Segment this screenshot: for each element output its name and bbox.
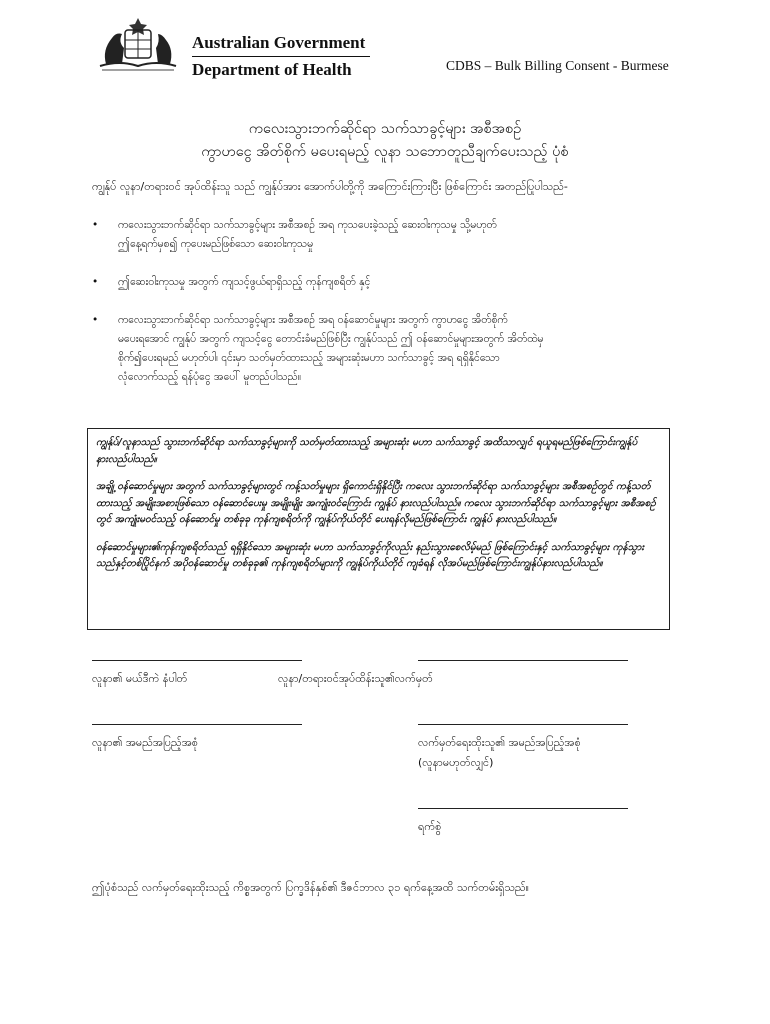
list-item: • ကလေးသွားဘက်ဆိုင်ရာ သက်သာခွင့်များ အစီအစဉ် အရ ဝန်ဆောင်မှုများ အတွက် ကွာဟငွေ အိတ်စိုက် မပေးရအောင် ကျွန်ုပ် အတွက် ကျသင့်ငွေ တောင်းခံမည်ဖြစ်ပြီး ကျွန်ုပ်သည် ဤ ဝန်ဆောင်မှုများအတွက် အိတ်ထဲမှ စိုက်၍ပေးရမည် မဟုတ်ပါ၊ ၎င်းမှာ သတ်မှတ်ထားသည့် အများဆုံးမဟာ သက်သာခွင့် အရ ရရှိနိုင်သော လုံလောက်သည့် ရန်ပုံငွေ အပေါ် မူတည်ပါသည်။: [92, 311, 692, 387]
guardian-signature-label: လူနာ/တရားဝင်အုပ်ထိန်းသူ၏လက်မှတ်: [278, 672, 433, 685]
date-field[interactable]: [418, 808, 628, 809]
witness-name-note: (လူနာမဟုတ်လျှင်): [418, 756, 494, 769]
guardian-signature-field[interactable]: [418, 660, 628, 661]
list-item: • ကလေးသွားဘက်ဆိုင်ရာ သက်သာခွင့်များ အစီအစဉ် အရ ကုသပေးခဲ့သည့် ဆေးဝါးကုသမှု သို့မဟုတ် ဤနေ့ရက်မှစ၍ ကုပေးမည်ဖြစ်သော ဆေးဝါးကုသမှု: [92, 216, 692, 254]
logo-divider: [192, 56, 370, 57]
date-label: ရက်စွဲ: [418, 820, 442, 833]
patient-name-label: လူနာ၏ အမည်အပြည့်အစုံ: [92, 736, 198, 749]
acknowledgement-list: [92, 216, 692, 387]
bullet-icon: •: [92, 276, 99, 288]
form-title-line2: ကွာဟငွေ အိတ်စိုက် မပေးရမည့် လူနာ သဘောတူညီချက်ပေးသည့် ပုံစံ: [201, 144, 569, 160]
medicare-number-field[interactable]: [92, 660, 302, 661]
patient-name-field[interactable]: [92, 724, 302, 725]
declaration-box: [87, 428, 670, 630]
department-name: Department of Health: [192, 60, 352, 79]
government-logo-text: [192, 33, 370, 80]
declaration-paragraph: ဝန်ဆောင်မှုများ၏ကုန်ကျစရိတ်သည် ရရှိနိုင်သော အများဆုံး မဟာ သက်သာခွင့်ကိုလည်း နည်းသွားစေလိမ့်မည် ဖြစ်ကြောင်းနှင့် သက်သာခွင့်များ ကုန်သွားသည်နှင့်တစ်ပြိုင်နက် အပိုဝန်ဆောင်မှု တစ်ခုခု၏ ကုန်ကျစရိတ်များကို ကျွန်ုပ်ကိုယ်တိုင် ကျခံရန် လိုအပ်မည်ဖြစ်ကြောင်းကျွန်ုပ်နားလည်ပါသည်။: [96, 541, 644, 569]
witness-name-field[interactable]: [418, 724, 628, 725]
bullet-icon: •: [92, 314, 99, 326]
list-item: • ဤဆေးဝါးကုသမှု အတွက် ကျသင့်ဖွယ်ရာရှိသည့် ကုန်ကျစရိတ် နှင့်: [92, 273, 692, 292]
bullet-icon: •: [92, 219, 99, 231]
government-name: Australian Government: [192, 33, 366, 52]
validity-note: ဤပုံစံသည် လက်မှတ်ရေးထိုးသည့် ကိစ္စအတွက် ပြက္ခဒိန်နှစ်၏ ဒီဇင်ဘာလ ၃၁ ရက်နေ့အထိ သက်တမ်းရှိသည်။: [92, 881, 529, 894]
declaration-paragraph: အချို့ ဝန်ဆောင်မှုများ အတွက် သက်သာခွင့်များတွင် ကန့်သတ်မှုများ ရှိကောင်းရှိနိုင်ပြီး ကလေး သွားဘက်ဆိုင်ရာ သက်သာခွင့်များ အစီအစဉ်တွင် ကန့်သတ်ထားသည့် အမျိုးအစားဖြစ်သော ဝန်ဆောင်ပေးမှု အမျိုးမျိုး အကျုံးဝင်ကြောင်း ကျွန်ုပ် နားလည်ပါသည်။ ကလေး သွားဘက်ဆိုင်ရာ သက်သာခွင့်များ အစီအစဉ်တွင် အကျုံးမဝင်သည့် ဝန်ဆောင်မှု တစ်ခုခု ကုန်ကျစရိတ်ကို ကျွန်ုပ်ကိုယ်တိုင် ပေးရန်လိုမည်ဖြစ်ကြောင်း ကျွန်ုပ် နားလည်ပါသည်။: [96, 481, 656, 525]
witness-name-label: လက်မှတ်ရေးထိုးသူ၏ အမည်အပြည့်အစုံ: [418, 736, 581, 749]
declaration-paragraph: ကျွန်ုပ်/လူနာသည် သွားဘက်ဆိုင်ရာ သက်သာခွင့်များကို သတ်မှတ်ထားသည့် အများဆုံး မဟာ သက်သာခွင့် အထိသာလျှင် ရယူရမည်ဖြစ်ကြောင်းကျွန်ုပ် နားလည်ပါသည်။: [96, 437, 638, 465]
form-title-line1: ကလေးသွားဘက်ဆိုင်ရာ သက်သာခွင့်များ အစီအစဉ်: [248, 121, 522, 137]
intro-statement: ကျွန်ုပ် လူနာ/တရားဝင် အုပ်ထိန်းသူ သည် ကျွန်ုပ်အား အောက်ပါတို့ကို အကြောင်းကြားပြီး ဖြစ်ကြောင်း အတည်ပြုပါသည်-: [92, 180, 568, 193]
coat-of-arms-icon: [92, 14, 184, 74]
medicare-number-label: လူနာ၏ မယ်ဒီကဲ နံပါတ်: [92, 672, 188, 685]
document-id: CDBS – Bulk Billing Consent - Burmese: [446, 58, 669, 73]
